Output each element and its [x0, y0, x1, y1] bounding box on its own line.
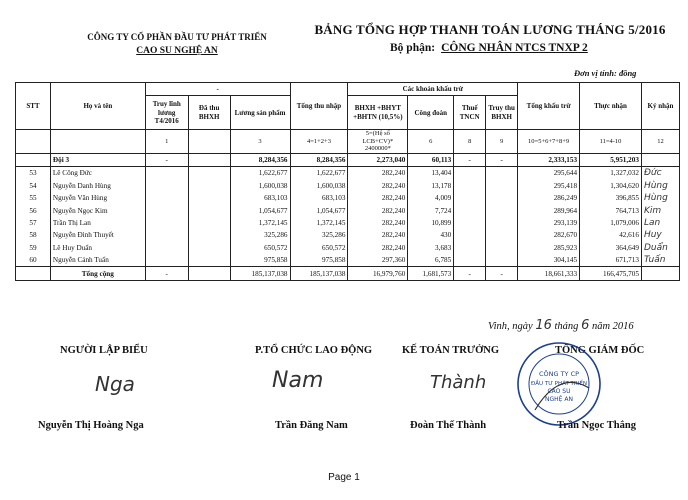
- cell-tong: 975,858: [290, 254, 348, 267]
- header-name: Họ và tên: [50, 83, 145, 130]
- cell-thue: [454, 229, 486, 241]
- cell-name: Lê Công Đức: [50, 167, 145, 180]
- cell-bh: 282,240: [348, 242, 408, 254]
- table-row: [16, 180, 680, 192]
- cell-dathu: [188, 217, 230, 229]
- cell-name: Nguyễn Cảnh Tuấn: [50, 254, 145, 267]
- cell-tkt: 295,418: [518, 180, 580, 192]
- date-line: Vinh, ngày 16 tháng 6 năm 2016: [488, 318, 634, 333]
- header-union: Công đoàn: [408, 96, 454, 130]
- header-total-income: Tổng thu nhập: [290, 83, 348, 130]
- cell-cd: 3,683: [408, 242, 454, 254]
- cell-luongsp: 683,103: [230, 192, 290, 204]
- cell-tong: 1,372,145: [290, 217, 348, 229]
- cell-tkt: 282,670: [518, 229, 580, 241]
- signature-chief-accountant: Thành: [430, 372, 487, 393]
- cell-tkt: 286,249: [518, 192, 580, 204]
- header-signature: Ký nhận: [641, 83, 679, 130]
- cell-stt: 56: [16, 204, 51, 216]
- name-labor-dept: Trần Đăng Nam: [275, 420, 348, 431]
- cell-ky: Hùng: [641, 180, 679, 192]
- total-label: Tổng cộng: [50, 267, 145, 280]
- header-back-pay: Truy lĩnh lương T4/2016: [145, 96, 188, 130]
- table-row: [16, 242, 680, 254]
- cell-truy: [486, 217, 518, 229]
- cell-tkt: 293,139: [518, 217, 580, 229]
- index-cell: 6: [408, 130, 454, 154]
- cell-stt: 57: [16, 217, 51, 229]
- index-cell: 1: [145, 130, 188, 154]
- role-preparer: NGƯỜI LẬP BIỂU: [60, 345, 148, 356]
- cell-dathu: [188, 229, 230, 241]
- cell-trylinh: [145, 180, 188, 192]
- cell-truy: [486, 167, 518, 180]
- company-line1: CÔNG TY CỔ PHẦN ĐẦU TƯ PHÁT TRIỂN: [87, 32, 267, 42]
- cell-dathu: [188, 254, 230, 267]
- index-row: [16, 130, 680, 154]
- table-row: [16, 192, 680, 204]
- company-line2: CAO SU NGHỆ AN: [136, 46, 218, 56]
- document-title: BẢNG TỔNG HỢP THANH TOÁN LƯƠNG THÁNG 5/2016: [314, 22, 666, 37]
- cell-tong: 1,622,677: [290, 167, 348, 180]
- cell-stt: 59: [16, 242, 51, 254]
- cell-luongsp: 1,622,677: [230, 167, 290, 180]
- cell-ky: Tuấn: [641, 254, 679, 267]
- cell-thuc: 764,713: [580, 204, 642, 216]
- table-row: [16, 167, 680, 180]
- cell-truy: [486, 254, 518, 267]
- cell-thue: [454, 167, 486, 180]
- index-cell: [16, 130, 51, 154]
- cell-luongsp: 325,286: [230, 229, 290, 241]
- cell-ky: Kim: [641, 204, 679, 216]
- cell-truy: [486, 204, 518, 216]
- department-label: Bộ phận:: [390, 42, 436, 54]
- cell-stt: 60: [16, 254, 51, 267]
- cell-cd: 430: [408, 229, 454, 241]
- cell-thue: [454, 204, 486, 216]
- cell-trylinh: [145, 254, 188, 267]
- date-day: 16: [535, 318, 552, 333]
- cell-name: Nguyễn Văn Hùng: [50, 192, 145, 204]
- cell-bh: 282,240: [348, 192, 408, 204]
- cell-tong: 1,600,038: [290, 180, 348, 192]
- cell-ky: Huy: [641, 229, 679, 241]
- svg-text:CAO SU: CAO SU: [547, 388, 571, 395]
- index-cell: 4=1+2+3: [290, 130, 348, 154]
- cell-dathu: [188, 204, 230, 216]
- cell-stt: 55: [16, 192, 51, 204]
- cell-stt: 53: [16, 167, 51, 180]
- cell-cd: 7,724: [408, 204, 454, 216]
- cell-tkt: 289,964: [518, 204, 580, 216]
- payroll-table: [15, 82, 680, 281]
- cell-name: Nguyễn Danh Hùng: [50, 180, 145, 192]
- role-general-director: TỔNG GIÁM ĐỐC: [555, 345, 645, 356]
- cell-name: Trần Thị Lan: [50, 217, 145, 229]
- cell-trylinh: [145, 242, 188, 254]
- header-deduction-group: Các khoản khấu trừ: [348, 83, 518, 96]
- cell-bh: 297,360: [348, 254, 408, 267]
- cell-thuc: 1,327,032: [580, 167, 642, 180]
- table-row: [16, 204, 680, 216]
- header-total-deduction: Tổng khấu trừ: [518, 83, 580, 130]
- table-row: [16, 254, 680, 267]
- cell-bh: 282,240: [348, 229, 408, 241]
- cell-luongsp: 1,054,677: [230, 204, 290, 216]
- header-income-group: -: [145, 83, 290, 96]
- company-seal-stamp: [515, 340, 603, 428]
- cell-name: Nguyễn Ngọc Kim: [50, 204, 145, 216]
- cell-cd: 13,178: [408, 180, 454, 192]
- cell-name: Lê Huy Duẩn: [50, 242, 145, 254]
- header-tax: Thuế TNCN: [454, 96, 486, 130]
- index-cell: 8: [454, 130, 486, 154]
- name-general-director: Trần Ngọc Thắng: [557, 420, 636, 431]
- department-value: CÔNG NHÂN NTCS TNXP 2: [441, 42, 588, 54]
- table-row: [16, 217, 680, 229]
- header-product-wage: Lương sản phẩm: [230, 96, 290, 130]
- cell-dathu: [188, 167, 230, 180]
- cell-truy: [486, 192, 518, 204]
- cell-luongsp: 1,600,038: [230, 180, 290, 192]
- index-cell: 12: [641, 130, 679, 154]
- cell-bh: 282,240: [348, 204, 408, 216]
- cell-thuc: 1,079,006: [580, 217, 642, 229]
- cell-tkt: 295,644: [518, 167, 580, 180]
- cell-tkt: 285,923: [518, 242, 580, 254]
- total-row: Tổng cộng - 185,137,038 185,137,038 16,979,760 1,681,573 - - 18,661,333 166,475,705: [16, 267, 680, 280]
- header-stt: STT: [16, 83, 51, 130]
- unit-note: Đơn vị tính: đồng: [574, 68, 637, 78]
- cell-luongsp: 1,372,145: [230, 217, 290, 229]
- header-group-row: [16, 83, 680, 96]
- svg-text:NGHỆ AN: NGHỆ AN: [545, 396, 573, 403]
- cell-thuc: 1,304,620: [580, 180, 642, 192]
- cell-tkt: 304,145: [518, 254, 580, 267]
- index-cell: [188, 130, 230, 154]
- cell-dathu: [188, 192, 230, 204]
- cell-ky: Hùng: [641, 192, 679, 204]
- cell-truy: [486, 229, 518, 241]
- cell-stt: 58: [16, 229, 51, 241]
- cell-bh: 282,240: [348, 217, 408, 229]
- cell-thue: [454, 242, 486, 254]
- cell-luongsp: 650,572: [230, 242, 290, 254]
- name-preparer: Nguyễn Thị Hoàng Nga: [38, 420, 144, 431]
- group-row: Đội 3 - 8,284,356 8,284,356 2,273,040 60,113 - - 2,333,153 5,951,203: [16, 153, 680, 166]
- cell-dathu: [188, 180, 230, 192]
- header-net-pay: Thực nhận: [580, 83, 642, 130]
- cell-trylinh: [145, 204, 188, 216]
- cell-thuc: 364,649: [580, 242, 642, 254]
- cell-cd: 10,899: [408, 217, 454, 229]
- signature-preparer: Nga: [95, 372, 135, 396]
- cell-thuc: 42,616: [580, 229, 642, 241]
- name-chief-accountant: Đoàn Thế Thành: [410, 420, 487, 431]
- cell-thue: [454, 254, 486, 267]
- svg-text:ĐẦU TƯ PHÁT TRIỂN: ĐẦU TƯ PHÁT TRIỂN: [531, 381, 587, 387]
- index-cell: 9: [486, 130, 518, 154]
- signature-labor-dept: Nam: [272, 368, 324, 393]
- cell-luongsp: 975,858: [230, 254, 290, 267]
- cell-bh: 282,240: [348, 180, 408, 192]
- cell-tong: 650,572: [290, 242, 348, 254]
- role-labor-dept: P.TỔ CHỨC LAO ĐỘNG: [255, 345, 373, 356]
- cell-trylinh: [145, 217, 188, 229]
- cell-ky: Đức: [641, 167, 679, 180]
- cell-truy: [486, 180, 518, 192]
- cell-cd: 6,785: [408, 254, 454, 267]
- cell-trylinh: [145, 229, 188, 241]
- index-cell: [50, 130, 145, 154]
- index-cell: 10=5+6+7+8+9: [518, 130, 580, 154]
- cell-trylinh: [145, 192, 188, 204]
- svg-text:CÔNG TY CP: CÔNG TY CP: [538, 370, 580, 378]
- cell-thuc: 671,713: [580, 254, 642, 267]
- date-month: 6: [581, 318, 590, 333]
- cell-cd: 13,404: [408, 167, 454, 180]
- cell-thuc: 396,855: [580, 192, 642, 204]
- cell-stt: 54: [16, 180, 51, 192]
- cell-tong: 683,103: [290, 192, 348, 204]
- cell-bh: 282,240: [348, 167, 408, 180]
- cell-thue: [454, 180, 486, 192]
- cell-dathu: [188, 242, 230, 254]
- department-line: [390, 42, 588, 54]
- cell-thue: [454, 192, 486, 204]
- header-recollect: Truy thu BHXH: [486, 96, 518, 130]
- table-row: [16, 229, 680, 241]
- header-insurance: BHXH +BHYT +BHTN (10,5%): [348, 96, 408, 130]
- cell-cd: 4,009: [408, 192, 454, 204]
- cell-trylinh: [145, 167, 188, 180]
- cell-name: Nguyễn Đình Thuyết: [50, 229, 145, 241]
- index-cell: 5=(Hệ số LCB+CV)* 2400000*: [348, 130, 408, 154]
- cell-truy: [486, 242, 518, 254]
- index-cell: 3: [230, 130, 290, 154]
- cell-ky: Lan: [641, 217, 679, 229]
- company-name: [52, 30, 302, 58]
- page-number: Page 1: [328, 472, 360, 483]
- cell-tong: 1,054,677: [290, 204, 348, 216]
- cell-thue: [454, 217, 486, 229]
- cell-tong: 325,286: [290, 229, 348, 241]
- role-chief-accountant: KẾ TOÁN TRƯỞNG: [402, 345, 500, 356]
- cell-ky: Duẩn: [641, 242, 679, 254]
- group-name: Đội 3: [50, 153, 145, 166]
- index-cell: 11=4-10: [580, 130, 642, 154]
- header-collected-ins: Đã thu BHXH: [188, 96, 230, 130]
